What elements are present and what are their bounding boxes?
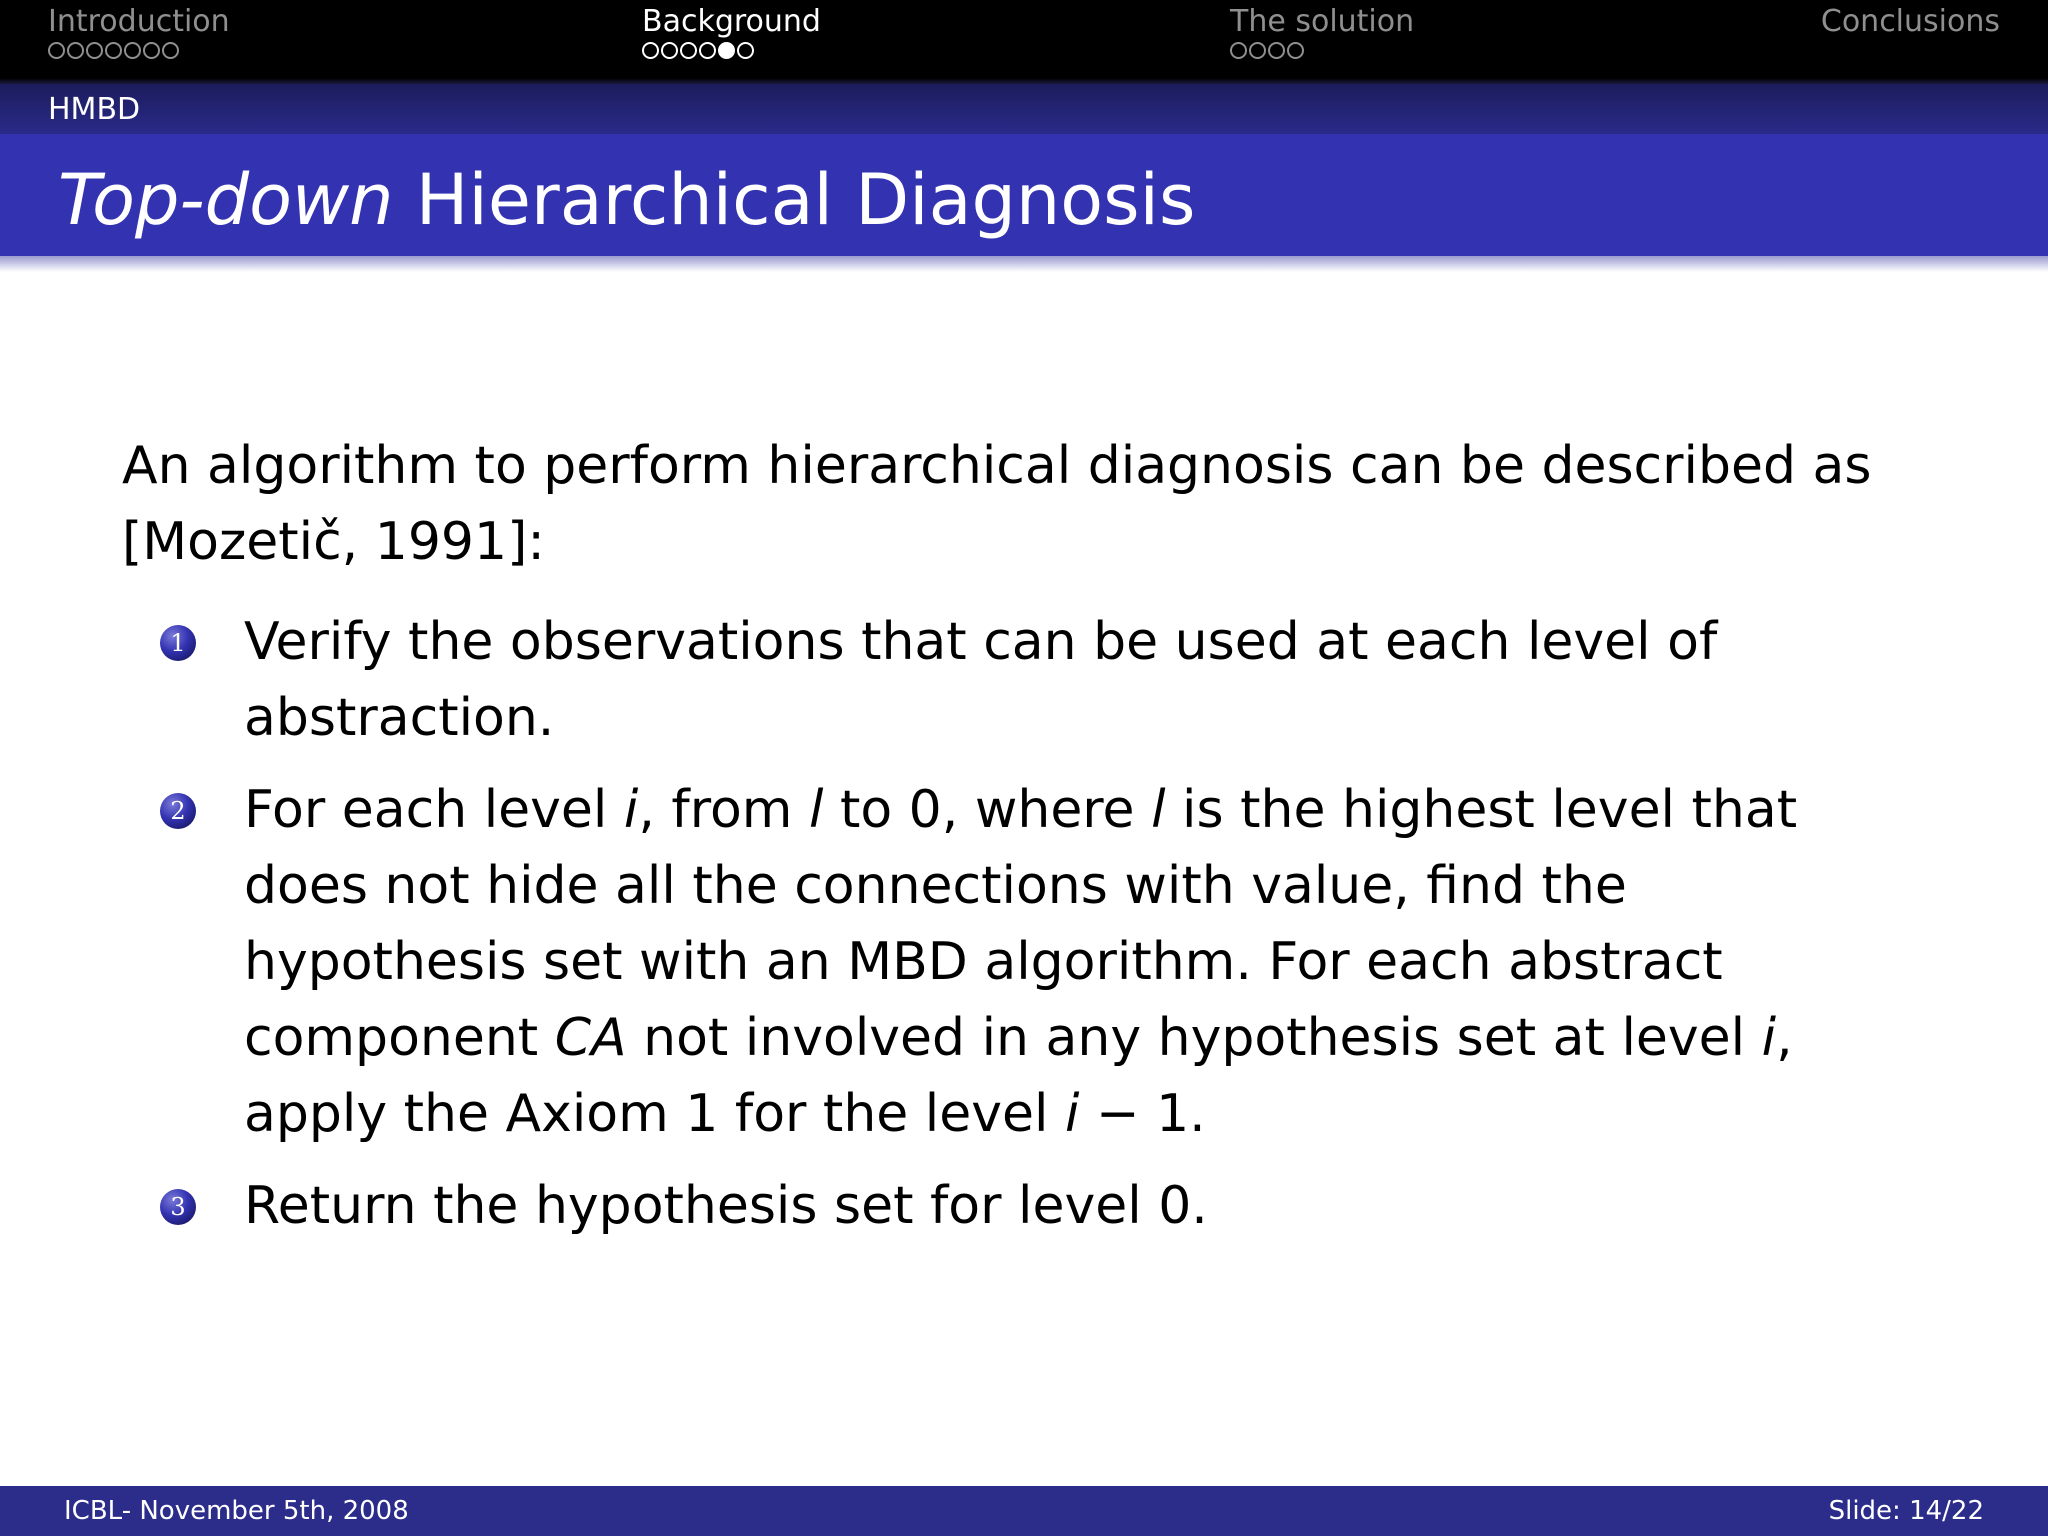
nav-section-dots: [1821, 42, 2000, 64]
algorithm-steps: [122, 604, 1922, 1244]
nav-progress-dot[interactable]: [699, 42, 716, 59]
subsection-label[interactable]: HMBD: [48, 92, 141, 127]
nav-progress-dot[interactable]: [143, 42, 160, 59]
step-number-badge: 1: [160, 625, 196, 661]
math-variable: CA: [554, 1008, 627, 1068]
nav-progress-dot[interactable]: [67, 42, 84, 59]
nav-progress-dot[interactable]: [1287, 42, 1304, 59]
title-shadow: [0, 256, 2048, 272]
nav-section-title[interactable]: The solution: [1230, 4, 1415, 39]
step-text-run: For each level: [244, 780, 624, 840]
step-item: [122, 1168, 1922, 1244]
step-text: [244, 1176, 1208, 1236]
step-text-run: not involved in any hypothesis set at level: [626, 1008, 1762, 1068]
frame-title-rest: Hierarchical Diagnosis: [393, 159, 1196, 241]
step-text-run: Return the hypothesis set for level 0.: [244, 1176, 1208, 1236]
nav-progress-dot[interactable]: [162, 42, 179, 59]
nav-progress-dot[interactable]: [661, 42, 678, 59]
nav-section-conclusions[interactable]: [1821, 4, 2000, 80]
step-text-run: is the highest level that does not hide all the connections with value, find the hypothesis set with an MBD algorithm. For each abstract component: [244, 780, 1798, 1068]
step-text-run: Verify the observations that can be used at each level of abstraction.: [244, 612, 1718, 748]
math-variable: l: [1151, 780, 1166, 840]
nav-progress-dot[interactable]: [48, 42, 65, 59]
nav-progress-dot[interactable]: [86, 42, 103, 59]
nav-progress-dot[interactable]: [1249, 42, 1266, 59]
footer-bar: [0, 1486, 2048, 1536]
nav-section-background[interactable]: [642, 4, 821, 80]
step-text: [244, 612, 1717, 748]
step-text: [244, 780, 1797, 1144]
nav-section-the-solution[interactable]: [1230, 4, 1414, 80]
step-text-run: to 0, where: [823, 780, 1152, 840]
step-number-badge: 2: [160, 793, 196, 829]
nav-section-introduction[interactable]: [48, 4, 230, 80]
math-variable: i: [1064, 1084, 1080, 1144]
nav-progress-dot[interactable]: [718, 42, 735, 59]
subsection-bar: [0, 84, 2048, 134]
step-number-badge: 3: [160, 1189, 196, 1225]
nav-section-dots: [642, 42, 821, 64]
nav-progress-dot[interactable]: [124, 42, 141, 59]
footer-slide-number: Slide: 14/22: [1828, 1496, 1984, 1526]
step-text-run: , from: [638, 780, 809, 840]
nav-progress-dot[interactable]: [1268, 42, 1285, 59]
step-text-run: − 1.: [1079, 1084, 1206, 1144]
math-variable: l: [808, 780, 824, 840]
step-text-run: , apply the Axiom 1 for the level: [244, 1008, 1793, 1144]
nav-progress-dot[interactable]: [642, 42, 659, 59]
nav-progress-dot[interactable]: [680, 42, 697, 59]
nav-section-dots: [1230, 42, 1414, 64]
nav-section-title[interactable]: Introduction: [48, 4, 230, 39]
nav-section-title[interactable]: Background: [642, 4, 821, 39]
section-navigation-bar: [0, 0, 2048, 84]
footer-event-date: ICBL- November 5th, 2008: [64, 1496, 409, 1526]
nav-section-title[interactable]: Conclusions: [1820, 4, 2000, 39]
nav-progress-dot[interactable]: [1230, 42, 1247, 59]
nav-section-dots: [48, 42, 230, 64]
step-item: [122, 604, 1922, 756]
intro-paragraph: An algorithm to perform hierarchical diagnosis can be described as [Mozetič, 1991]:: [122, 436, 1872, 572]
nav-progress-dot[interactable]: [737, 42, 754, 59]
frame-title-bar: [0, 134, 2048, 256]
math-variable: i: [623, 780, 639, 840]
math-variable: i: [1761, 1008, 1777, 1068]
frame-title: [58, 158, 1195, 242]
frame-title-italic: Top-down: [58, 159, 394, 241]
step-item: [122, 772, 1922, 1152]
nav-progress-dot[interactable]: [105, 42, 122, 59]
slide-body: [122, 428, 1922, 1260]
